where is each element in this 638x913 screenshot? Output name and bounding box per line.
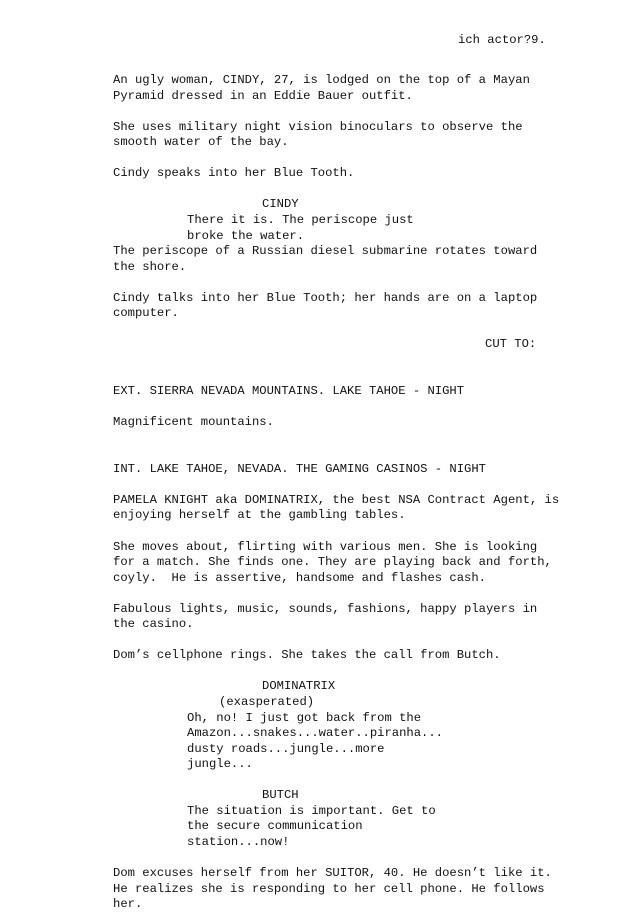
action-line: Cindy talks into her Blue Tooth; her hands are on a laptop xyxy=(113,290,538,305)
action-line: Dom’s cellphone rings. She takes the call from Butch. xyxy=(113,648,501,663)
action-line: Cindy speaks into her Blue Tooth. xyxy=(113,166,355,181)
dialogue-line: dusty roads...jungle...more xyxy=(187,741,385,756)
action-line: He realizes she is responding to her cell phone. He follows xyxy=(113,881,545,896)
action-line: Pyramid dressed in an Eddie Bauer outfit. xyxy=(113,88,413,103)
action-line: her. xyxy=(113,897,143,912)
parenthetical: (exasperated) xyxy=(219,695,315,709)
action-line: Dom excuses herself from her SUITOR, 40. He doesn’t like it. xyxy=(113,866,552,881)
page-header-label: ich actor?9. xyxy=(458,33,546,47)
transition: CUT TO: xyxy=(485,337,537,352)
action-line: An ugly woman, CINDY, 27, is lodged on the top of a Mayan xyxy=(113,73,530,87)
dialogue-line: Oh, no! I just got back from the xyxy=(187,710,422,725)
character-name: BUTCH xyxy=(262,788,299,803)
action-line: the shore. xyxy=(113,259,187,274)
action-line: coyly. He is assertive, handsome and flashes cash. xyxy=(113,570,486,585)
character-name: DOMINATRIX xyxy=(262,679,336,694)
action-line: computer. xyxy=(113,306,179,321)
action-line: smooth water of the bay. xyxy=(113,135,289,150)
dialogue-line: There it is. The periscope just xyxy=(187,212,414,227)
action-line: enjoying herself at the gambling tables. xyxy=(113,508,406,523)
dialogue-line: The situation is important. Get to xyxy=(187,803,436,818)
action-line: She uses military night vision binoculars to observe the xyxy=(113,119,523,134)
dialogue-line: the secure communication xyxy=(187,819,363,834)
action-line: Magnificent mountains. xyxy=(113,415,274,430)
action-line: for a match. She finds one. They are playing back and forth, xyxy=(113,555,552,570)
scene-heading: INT. LAKE TAHOE, NEVADA. THE GAMING CASINOS - NIGHT xyxy=(113,461,486,476)
action-line: PAMELA KNIGHT aka DOMINATRIX, the best NSA Contract Agent, is xyxy=(113,492,560,507)
scene-heading: EXT. SIERRA NEVADA MOUNTAINS. LAKE TAHOE - NIGHT xyxy=(113,384,465,398)
character-name: CINDY xyxy=(262,197,299,212)
dialogue-line: broke the water. xyxy=(187,228,305,243)
action-line: She moves about, flirting with various men. She is looking xyxy=(113,539,538,554)
dialogue-line: station...now! xyxy=(187,834,290,849)
dialogue-line: jungle... xyxy=(187,757,253,772)
action-line: the casino. xyxy=(113,617,194,632)
action-line: The periscope of a Russian diesel submarine rotates toward xyxy=(113,244,538,259)
dialogue-line: Amazon...snakes...water..piranha... xyxy=(187,726,443,741)
action-line: Fabulous lights, music, sounds, fashions, happy players in xyxy=(113,601,538,616)
